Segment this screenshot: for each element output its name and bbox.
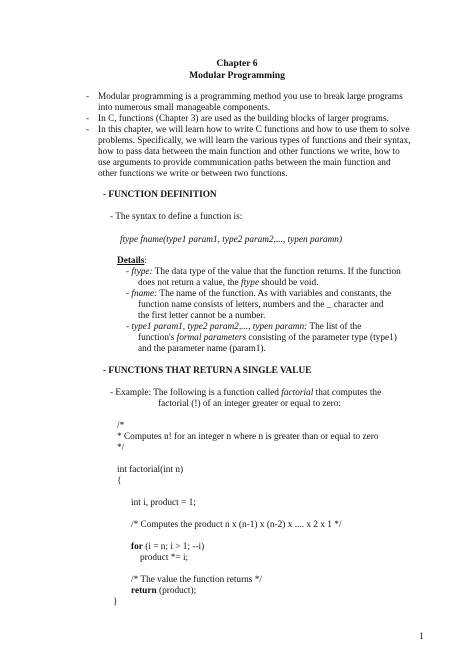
detail-term: ftype: [241, 278, 260, 288]
bullet-text: [98, 92, 438, 114]
section-heading-single-value: - FUNCTIONS THAT RETURN A SINGLE VALUE: [103, 366, 312, 376]
detail-text: does not return a value, the: [138, 278, 242, 288]
code-brace-open: {: [117, 476, 122, 486]
detail-line: - fname: The name of the function. As with variables and constants, the: [126, 289, 392, 299]
detail-ftype: [126, 267, 436, 289]
section-heading-function-definition: - FUNCTION DEFINITION: [103, 190, 217, 200]
code-comment: * Computes n! for an integer n where n is greater than or equal to zero: [117, 432, 379, 442]
details-colon: :: [144, 256, 147, 266]
detail-line: [126, 278, 436, 289]
bullet-line: In this chapter, we will learn how to write C functions and how to use them to solve: [98, 125, 410, 135]
code-brace-close: }: [113, 597, 118, 607]
detail-line: and the parameter name (param1).: [138, 344, 266, 354]
bullet-line: Modular programming is a programming method you use to break large programs: [98, 92, 403, 102]
bullet-line: problems. Specifically, we will learn the various types of functions and their syntax,: [98, 136, 411, 146]
bullet-line: use arguments to provide communication paths between the main function and: [98, 158, 391, 168]
page-number: 1: [419, 632, 424, 642]
detail-text: The list of the: [307, 322, 362, 332]
detail-params: [126, 322, 436, 355]
detail-text: consisting of the parameter type (type1): [246, 333, 397, 343]
bullet-marker: -: [86, 125, 90, 135]
detail-text: The name of the function. As with variables and constants, the: [157, 289, 392, 299]
chapter-title: Modular Programming: [189, 70, 285, 81]
bullet-text: [98, 125, 438, 180]
code-for-loop: [131, 542, 204, 553]
code-keyword: return: [131, 586, 157, 596]
detail-line: function name consists of letters, numbers and the _ character and: [138, 300, 384, 310]
code-declaration: int i, product = 1;: [131, 498, 196, 508]
bullet-marker: -: [86, 114, 90, 124]
details-label-text: Details: [117, 256, 145, 266]
code-text: (product);: [156, 586, 197, 596]
code-text: (i = n; i > 1; --i): [142, 542, 205, 552]
detail-line: - ftype: The data type of the value that the function returns. If the function: [126, 267, 401, 277]
code-comment: /* Computes the product n x (n-1) x (n-2) x .... x 2 x 1 */: [131, 520, 342, 530]
detail-line: the first letter cannot be a number.: [138, 311, 266, 321]
bullet-marker: -: [86, 92, 90, 102]
syntax-line: [120, 235, 342, 246]
example-line: [110, 388, 381, 399]
detail-term: formal parameters: [176, 333, 247, 343]
code-signature: int factorial(int n): [117, 465, 184, 475]
code-return: [131, 586, 196, 597]
detail-text: function's: [138, 333, 177, 343]
example-text: - Example: The following is a function called: [110, 388, 282, 398]
bullet-line: how to pass data between the main function and other functions we write, how to: [98, 147, 400, 157]
code-comment: /*: [117, 421, 125, 431]
example-text: that computes the: [313, 388, 382, 398]
bullet-line: into numerous small manageable components.: [98, 103, 271, 113]
code-comment: */: [117, 443, 125, 453]
detail-term: type1 param1, type2 param2,..., typen paramn:: [131, 322, 308, 332]
code-loop-body: product *= i;: [140, 553, 189, 563]
bullet-line: In C, functions (Chapter 3) are used as the building blocks of larger programs.: [98, 114, 389, 124]
bullet-text: [98, 114, 438, 125]
chapter-number: Chapter 6: [216, 58, 258, 69]
detail-term: ftype:: [131, 267, 153, 277]
detail-line: - type1 param1, type2 param2,..., typen paramn: The list of the: [126, 322, 362, 332]
code-keyword: for: [131, 542, 143, 552]
syntax-intro: - The syntax to define a function is:: [110, 212, 243, 222]
detail-text: The data type of the value that the function returns. If the function: [152, 267, 401, 277]
detail-term: fname:: [131, 289, 158, 299]
detail-text: should be void.: [259, 278, 319, 288]
example-function-name: factorial: [281, 388, 314, 398]
detail-fname: [126, 289, 436, 322]
example-line-2: factorial (!) of an integer greater or equal to zero:: [158, 399, 341, 409]
bullet-line: other functions we write or between two functions.: [98, 169, 288, 179]
syntax-text: ftype fname(type1 param1, type2 param2,..., typen paramn): [120, 235, 343, 245]
detail-line: [126, 333, 436, 344]
details-label: [117, 256, 147, 267]
code-comment: /* The value the function returns */: [131, 575, 262, 585]
